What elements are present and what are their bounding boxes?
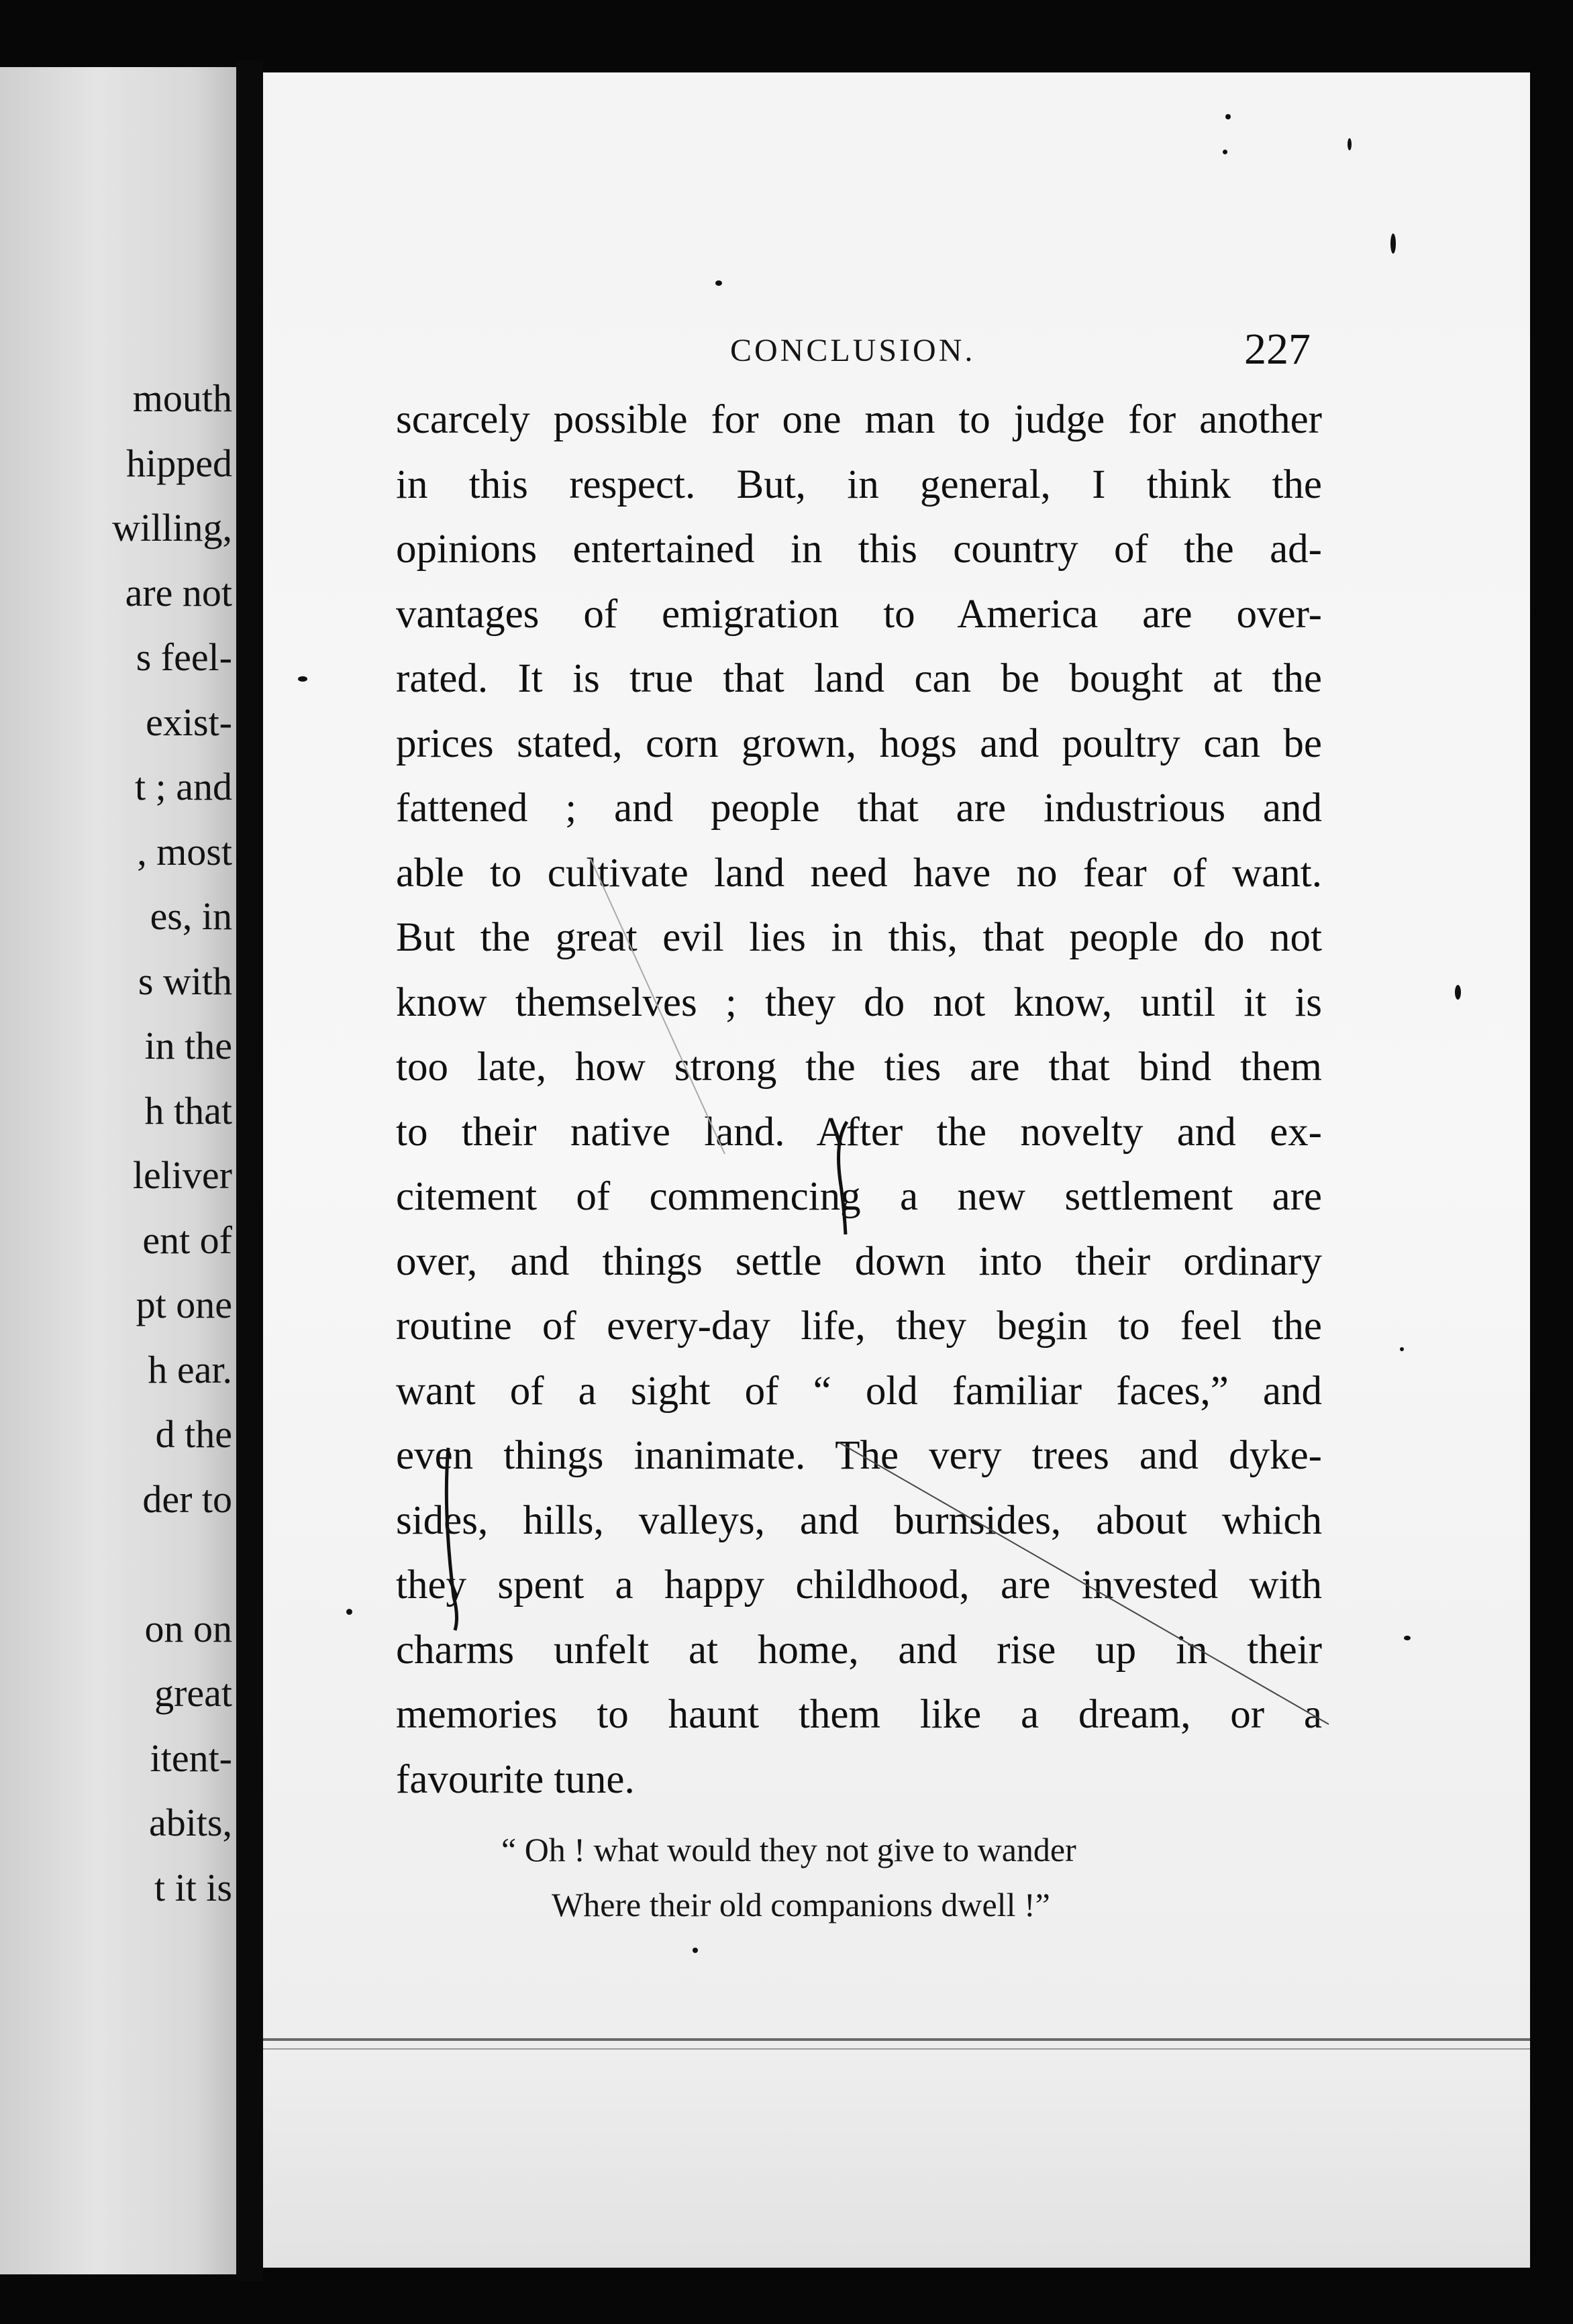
text-line: But the great evil lies in this, that people do not: [396, 915, 1322, 960]
text-line: charms unfelt at home, and rise up in their: [396, 1627, 1322, 1673]
body-text: [396, 388, 1322, 1812]
previous-page-line: s feel-: [136, 635, 232, 679]
previous-page-line: hipped: [126, 441, 232, 485]
previous-page-line: great: [154, 1671, 232, 1715]
bottom-rule: [263, 2038, 1530, 2041]
previous-page-line: in the: [144, 1024, 232, 1067]
scan-speck: [1348, 138, 1352, 150]
text-line: know themselves ; they do not know, until it is: [396, 980, 1322, 1025]
scan-speck: [1225, 114, 1231, 119]
previous-page-line: mouth: [132, 376, 232, 420]
text-line: routine of every-day life, they begin to feel the: [396, 1304, 1322, 1349]
previous-page-line: der to: [142, 1477, 232, 1521]
page-number: 227: [1244, 325, 1311, 374]
quote-line: “ Oh ! what would they not give to wander: [501, 1831, 1076, 1868]
scan-speck: [693, 1948, 698, 1953]
previous-page-line: leliver: [132, 1153, 232, 1197]
text-line: prices stated, corn grown, hogs and poultry can be: [396, 721, 1322, 766]
previous-page-line: d the: [155, 1412, 232, 1456]
previous-page-fragment: [0, 67, 242, 2274]
previous-page-line: itent-: [150, 1736, 232, 1780]
chapter-title: CONCLUSION.: [730, 333, 976, 368]
page-gutter: [236, 60, 263, 2281]
previous-page-line: es, in: [150, 894, 232, 938]
previous-page-line: on on: [144, 1606, 232, 1650]
scan-speck: [1223, 150, 1227, 154]
previous-page-line: , most: [137, 829, 232, 874]
scan-speck: [715, 280, 722, 286]
text-line: rated. It is true that land can be bought at the: [396, 656, 1322, 701]
previous-page-line: pt one: [136, 1283, 232, 1326]
scan-speck: [346, 1609, 352, 1615]
previous-page-line: are not: [125, 570, 232, 615]
previous-page-line: t it is: [154, 1865, 232, 1909]
scan-speck: [1400, 1347, 1404, 1351]
text-line: favourite tune.: [396, 1756, 635, 1802]
running-head: [263, 324, 1530, 378]
scan-speck: [1455, 985, 1461, 1000]
scan-speck: [1404, 1636, 1411, 1640]
previous-page-line: h ear.: [148, 1347, 232, 1391]
text-line: scarcely possible for one man to judge for another: [396, 397, 1322, 442]
scan-speck: [298, 676, 307, 682]
text-line: in this respect. But, in general, I think the: [396, 462, 1322, 507]
text-line: vantages of emigration to America are over-: [396, 591, 1322, 637]
bottom-rule-faint: [263, 2048, 1530, 2050]
text-line: opinions entertained in this country of the ad-: [396, 527, 1322, 572]
previous-page-line: exist-: [146, 700, 232, 744]
previous-page-line: s with: [138, 959, 232, 1003]
text-line: able to cultivate land need have no fear of want.: [396, 850, 1322, 896]
text-line: fattened ; and people that are industrious and: [396, 786, 1322, 831]
previous-page-line: ent of: [142, 1218, 232, 1262]
previous-page-line: abits,: [148, 1801, 232, 1844]
previous-page-line: h that: [144, 1088, 232, 1132]
quote-line: Where their old companions dwell !”: [552, 1886, 1050, 1923]
text-line: they spent a happy childhood, are invested with: [396, 1563, 1322, 1607]
text-line: even things inanimate. The very trees and dyke-: [396, 1433, 1322, 1478]
text-line: to their native land. After the novelty and ex-: [396, 1109, 1322, 1155]
book-page: [263, 72, 1530, 2268]
text-line: citement of commencing a new settlement are: [396, 1174, 1322, 1219]
previous-page-line: willing,: [112, 506, 232, 549]
text-line: over, and things settle down into their ordinary: [396, 1238, 1322, 1284]
text-line: sides, hills, valleys, and burnsides, about which: [396, 1497, 1322, 1543]
text-line: want of a sight of “ old familiar faces,” and: [396, 1368, 1322, 1414]
text-line: too late, how strong the ties are that bind them: [396, 1045, 1322, 1090]
text-line: memories to haunt them like a dream, or a: [396, 1692, 1322, 1737]
scan-speck: [1390, 233, 1396, 254]
previous-page-line: t ; and: [135, 765, 232, 808]
